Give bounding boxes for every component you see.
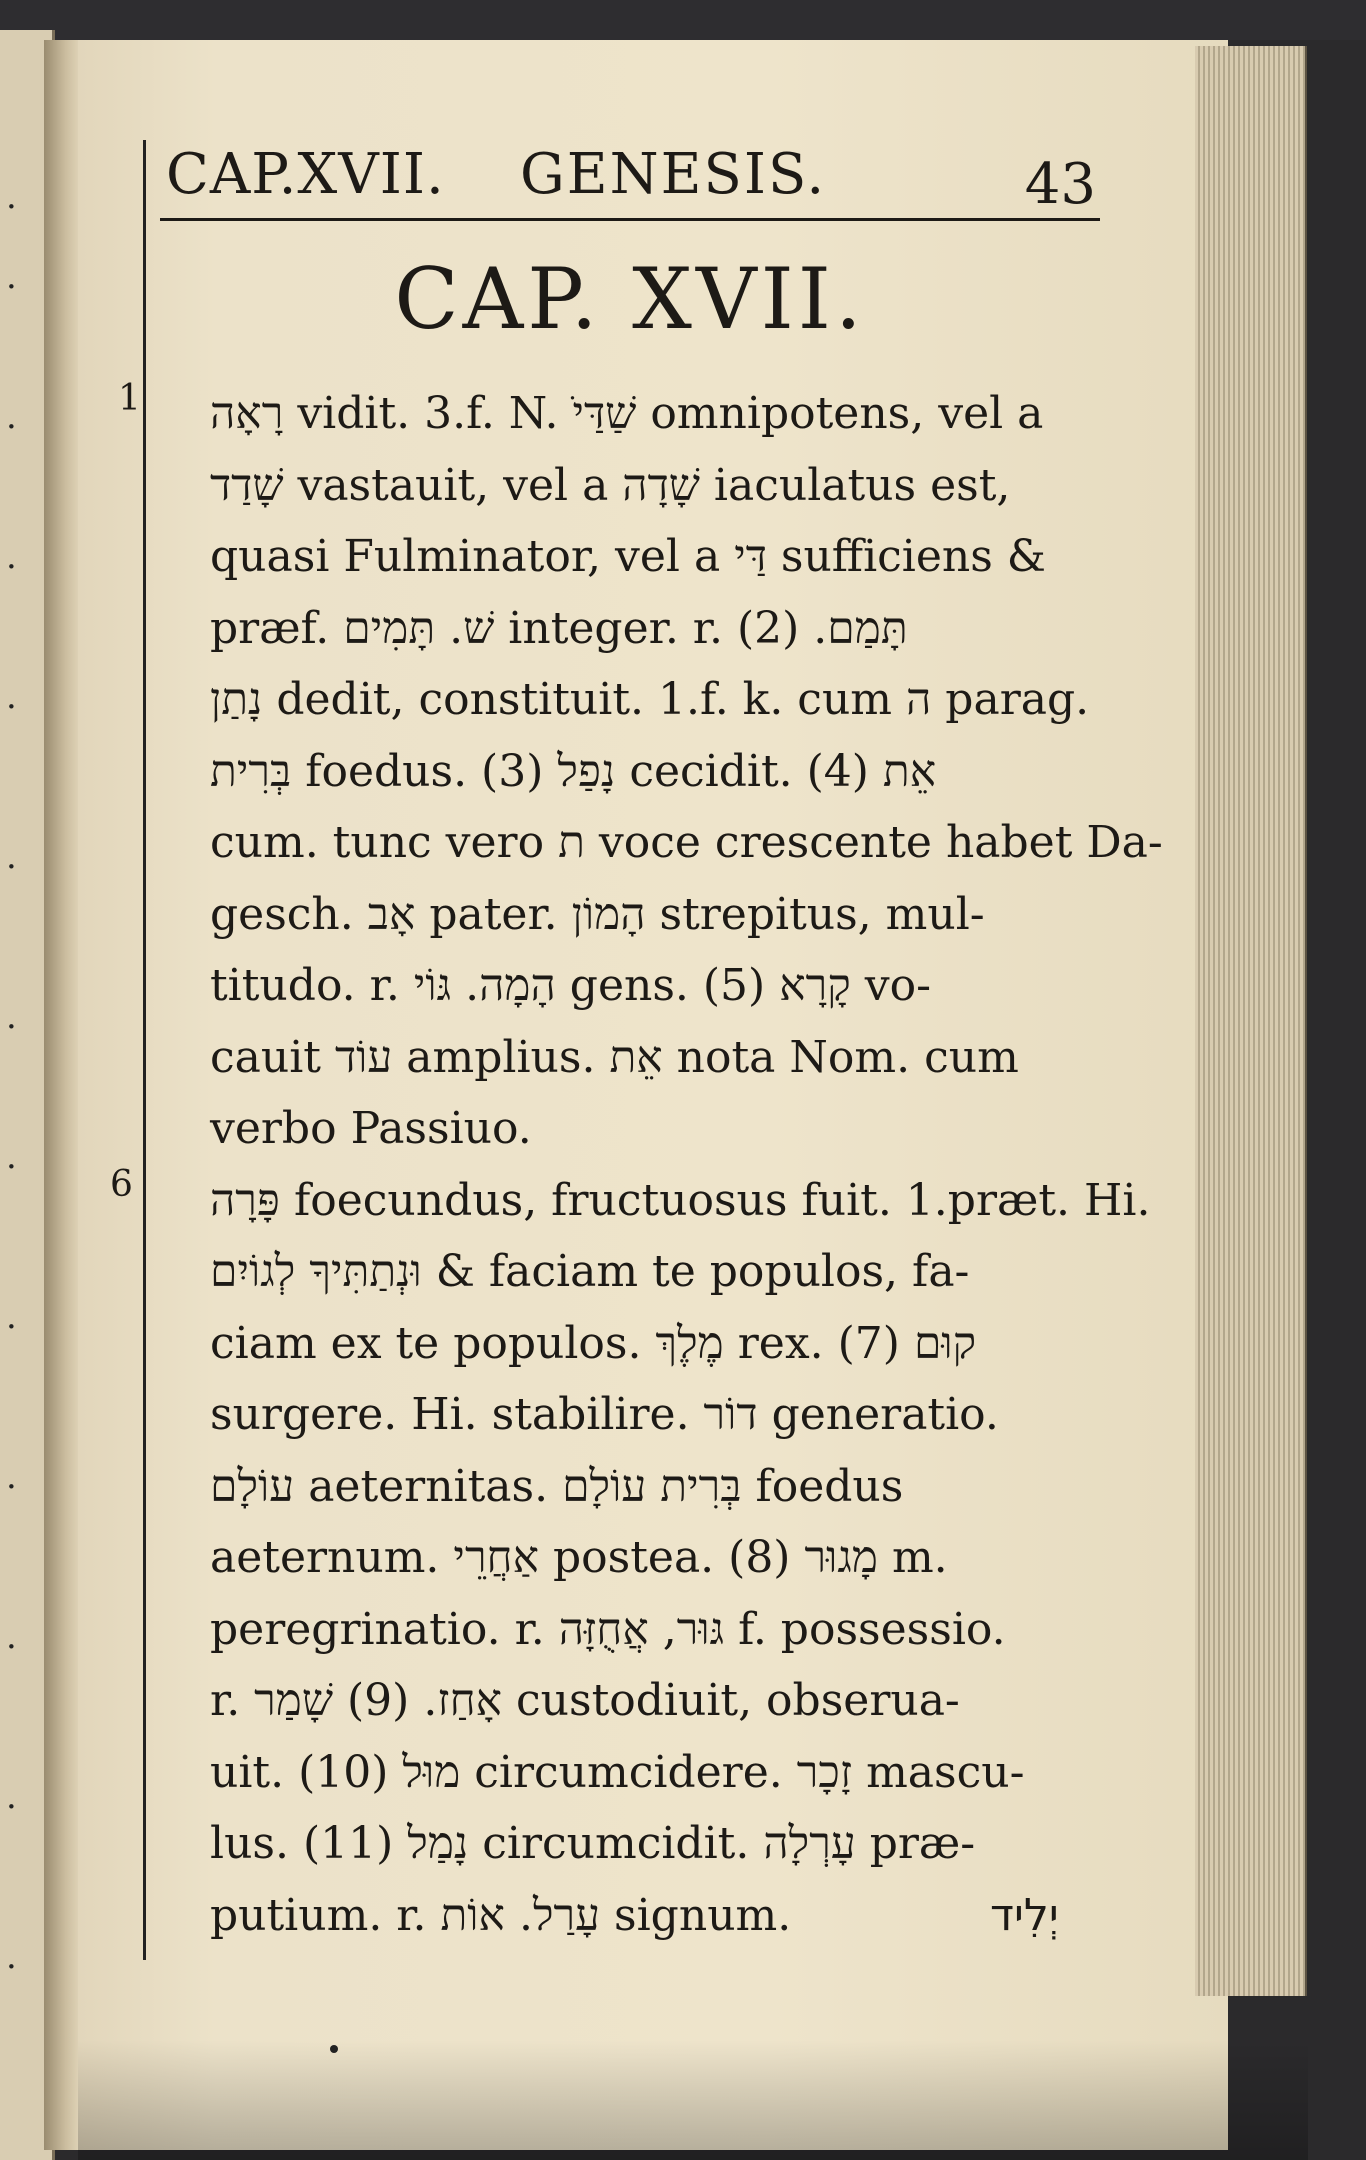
text-line: cum. tunc vero ת voce crescente habet Da- bbox=[210, 817, 1163, 868]
text-line: שָׁדַד vastauit, vel a שָׁדָה iaculatus est, bbox=[210, 459, 1011, 511]
page-edges bbox=[1195, 46, 1307, 1996]
text-line: פָּרָה foecundus, fructuosus fuit. 1.præt. Hi. bbox=[210, 1174, 1151, 1226]
book-gutter bbox=[44, 40, 80, 2150]
text-line: cauit עוֹד amplius. אֵת nota Nom. cum bbox=[210, 1031, 1019, 1083]
running-head-book: GENESIS. bbox=[520, 142, 827, 207]
chapter-title: CAP. XVII. bbox=[394, 250, 866, 348]
text-line: aeternum. אַחֲרֵי postea. (8) מָגוּר m. bbox=[210, 1532, 948, 1583]
scan-background bbox=[0, 0, 1366, 40]
running-head-chapter: CAP.XVII. bbox=[166, 142, 445, 207]
verse-number: 1 bbox=[118, 378, 141, 419]
text-line: uit. (10) מוּל circumcidere. זָכָר mascu- bbox=[210, 1746, 1025, 1798]
page-shadow bbox=[78, 2040, 1308, 2160]
catchword: יְלִיד bbox=[990, 1890, 1059, 1941]
text-line: lus. (11) נָמַל circumcidit. עָרְלָה præ- bbox=[210, 1818, 976, 1869]
text-line: quasi Fulminator, vel a דַּי sufficiens & bbox=[210, 531, 1046, 582]
text-line: בְּרִית foedus. (3) נָפַל cecidit. (4) אֵת bbox=[210, 745, 937, 797]
text-line: titudo. r. הָמָה. גּוֹי gens. (5) קָרָא vo- bbox=[210, 960, 931, 1011]
running-head bbox=[160, 140, 1100, 221]
text-line: נָתַן dedit, constituit. 1.f. k. cum ה parag. bbox=[210, 674, 1090, 725]
text-line: peregrinatio. r. גּוּר, אֲחֻזָּה f. possessio. bbox=[210, 1603, 1006, 1655]
verse-number: 6 bbox=[110, 1164, 133, 1205]
text-line: putium. r. עָרַל. אוֹת signum. bbox=[210, 1889, 792, 1941]
text-line: præf. שׁ. תָּמִים integer. r. תָּמַם. (2) bbox=[210, 602, 908, 654]
text-line: gesch. אָב pater. הָמוֹן strepitus, mul- bbox=[210, 888, 985, 940]
text-line: וּנְתַתִּיךָ לְגוֹיִם & faciam te populos, fa- bbox=[210, 1246, 970, 1297]
page-number: 43 bbox=[1024, 152, 1096, 217]
text-line: רָאָה vidit. 3.f. N. ׁשַׁדַּי omnipotens, vel a bbox=[210, 388, 1044, 439]
glossary-text bbox=[210, 378, 1163, 1951]
margin-rule bbox=[143, 140, 146, 1960]
ink-spot bbox=[330, 2045, 338, 2053]
text-line: surgere. Hi. stabilire. דוֹר generatio. bbox=[210, 1389, 999, 1440]
text-line: r. אָחַז. (9) שָׁמַר custodiuit, obserua- bbox=[210, 1675, 960, 1726]
text-line: ciam ex te populos. מֶלֶךְ rex. (7) קוּם bbox=[210, 1317, 977, 1369]
text-line: עוֹלָם aeternitas. בְּרִית עוֹלָם foedus bbox=[210, 1460, 904, 1512]
text-line: verbo Passiuo. bbox=[210, 1103, 532, 1154]
